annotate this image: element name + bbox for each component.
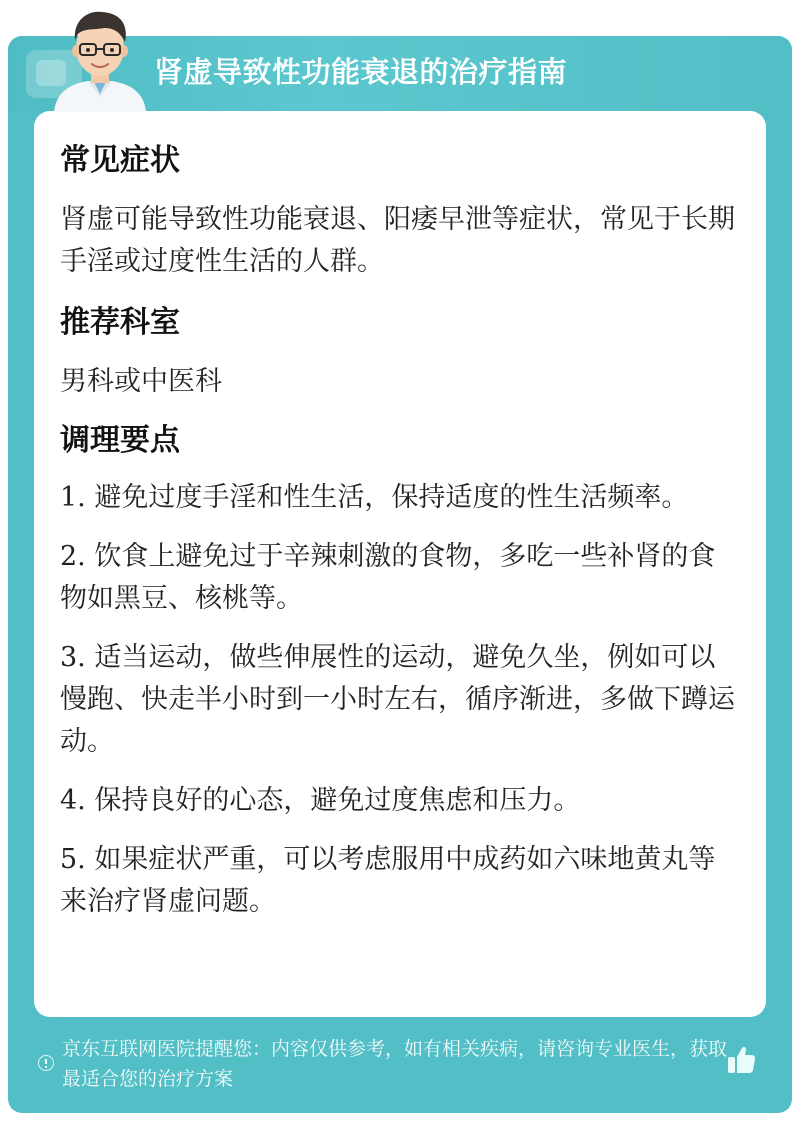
list-item bbox=[60, 839, 740, 923]
symptoms-heading: 常见症状 bbox=[60, 143, 180, 178]
care-tips-heading: 调理要点 bbox=[60, 423, 180, 458]
list-item-text: 如果症状严重，可以考虑服用中成药如六味地黄丸等来治疗肾虚问题。 bbox=[60, 844, 716, 917]
list-item bbox=[60, 780, 740, 822]
footer-notice bbox=[8, 1031, 792, 1113]
list-item-text: 适当运动，做些伸展性的运动，避免久坐，例如可以慢跑、快走半小时到一小时左右，循序渐进，多做下蹲运动。 bbox=[60, 642, 735, 757]
list-item bbox=[60, 536, 740, 620]
list-item-number: 1. bbox=[60, 482, 86, 513]
info-icon bbox=[38, 1055, 54, 1071]
list-item-text: 饮食上避免过于辛辣刺激的食物，多吃一些补肾的食物如黑豆、核桃等。 bbox=[60, 541, 716, 614]
list-item-text: 避免过度手淫和性生活，保持适度的性生活频率。 bbox=[94, 482, 689, 513]
page-title: 肾虚导致性功能衰退的治疗指南 bbox=[154, 55, 568, 89]
list-item-number: 4. bbox=[60, 785, 86, 816]
care-tips-list bbox=[60, 477, 740, 923]
list-item bbox=[60, 637, 740, 763]
department-text: 男科或中医科 bbox=[60, 366, 222, 397]
footer-notice-text: 京东互联网医院提醒您：内容仅供参考，如有相关疾病，请咨询专业医生，获取最适合您的治疗方案 bbox=[62, 1038, 728, 1090]
list-item-text: 保持良好的心态，避免过度焦虑和压力。 bbox=[94, 785, 581, 816]
content-card bbox=[34, 111, 766, 1017]
symptoms-text: 肾虚可能导致性功能衰退、阳痿早泄等症状，常见于长期手淫或过度性生活的人群。 bbox=[60, 204, 735, 277]
list-item-number: 5. bbox=[60, 844, 86, 875]
list-item-number: 2. bbox=[60, 541, 86, 572]
department-heading: 推荐科室 bbox=[60, 305, 180, 340]
thumbs-up-icon[interactable] bbox=[724, 1043, 758, 1077]
list-item bbox=[60, 477, 740, 519]
doctor-avatar bbox=[40, 4, 160, 112]
list-item-number: 3. bbox=[60, 642, 86, 673]
